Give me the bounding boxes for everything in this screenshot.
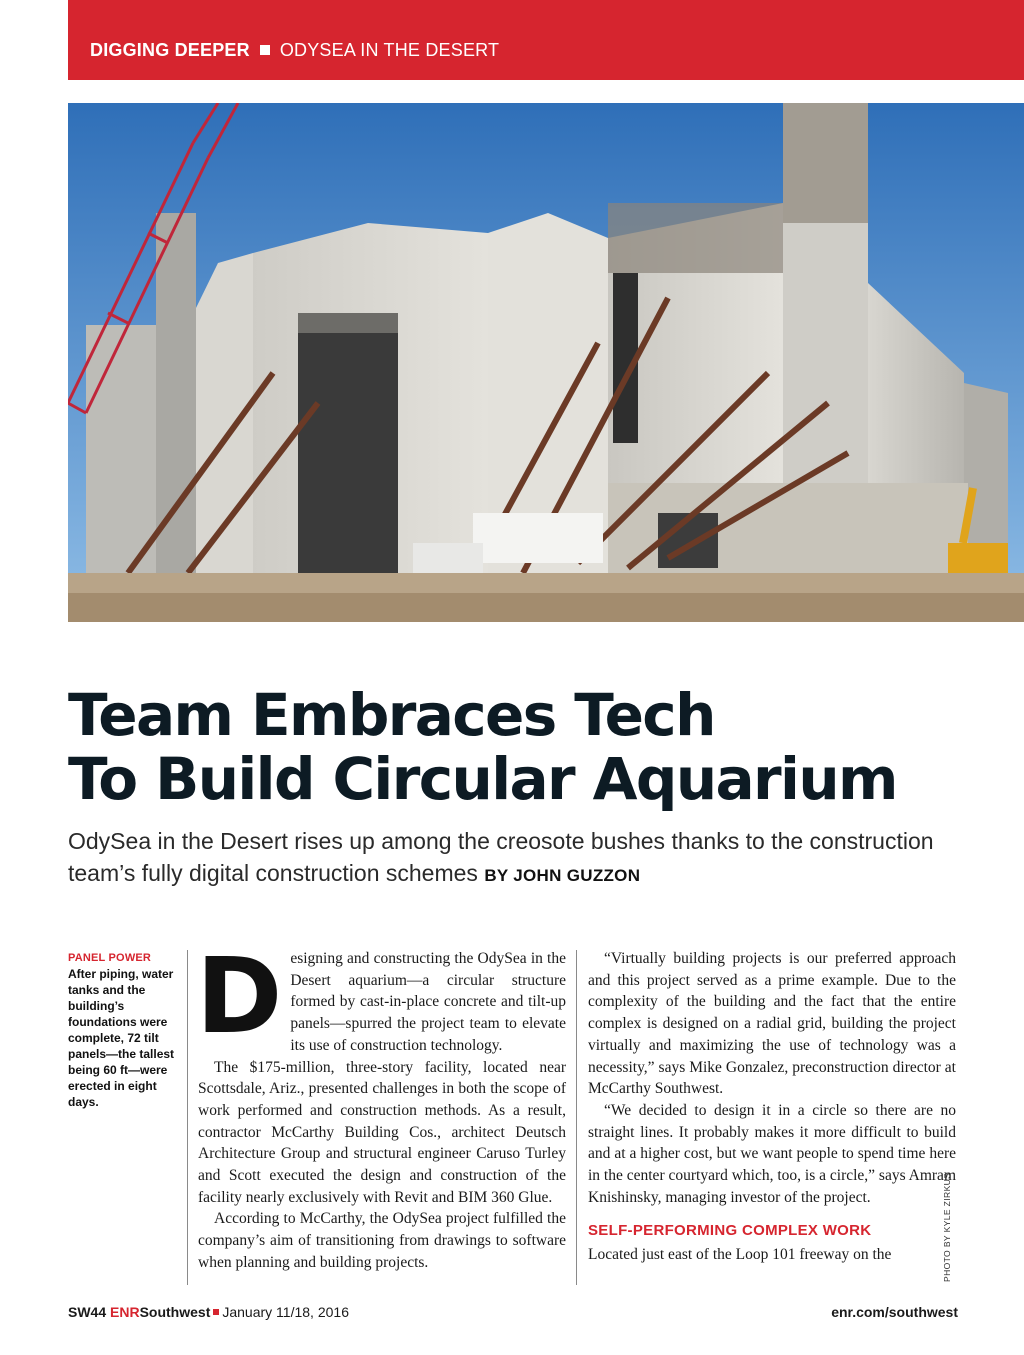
photo-credit: PHOTO BY KYLE ZIRKUS bbox=[942, 1172, 952, 1282]
paragraph-5: “We decided to design it in a circle so there are no straight lines. It probably makes it more difficult to build and at a higher cost, but we want people to spend time here in the center courtyard which, too, is a circle,” says Amram Knishinsky, managing investor of the project. bbox=[588, 1101, 956, 1206]
header-section-title: ODYSEA IN THE DESERT bbox=[279, 40, 500, 60]
body-column-1 bbox=[196, 935, 566, 1274]
paragraph-4: “Virtually building projects is our preferred approach and this project served as a prime example. Due to the complexity of the building and the fact that the entire complex is designed on a radial grid, building the project virtually and maximizing the use of technology was a necessity,” says Mike Gonzalez, preconstruction director at McCarthy Southwest. bbox=[588, 950, 956, 1098]
square-bullet-icon bbox=[213, 1309, 219, 1315]
deck-text: OdySea in the Desert rises up among the creosote bushes thanks to the construction team’s fully digital construction schemes bbox=[68, 828, 934, 886]
paragraph-3: According to McCarthy, the OdySea project fulfilled the company’s aim of transitioning from drawings to software when planning and building projects. bbox=[198, 1210, 566, 1271]
header-kicker: DIGGING DEEPER bbox=[90, 40, 250, 60]
brand-region: Southwest bbox=[139, 1304, 211, 1320]
body-column-2 bbox=[588, 948, 956, 1266]
footer-folio bbox=[68, 1304, 349, 1320]
issue-date: January 11/18, 2016 bbox=[222, 1304, 349, 1320]
footer-url[interactable]: enr.com/southwest bbox=[831, 1304, 958, 1320]
section-header-bar bbox=[68, 0, 1024, 80]
column-divider-left bbox=[187, 950, 188, 1285]
page-number: SW44 bbox=[68, 1304, 107, 1320]
headline-line-2: To Build Circular Aquarium bbox=[68, 745, 897, 813]
column-divider-right bbox=[576, 950, 577, 1285]
square-bullet-icon bbox=[260, 45, 270, 55]
intro-paragraph bbox=[196, 935, 566, 1057]
article-deck bbox=[68, 825, 968, 892]
paragraph-2: The $175-million, three-story facility, located near Scottsdale, Ariz., presented challenges in both the scope of work performed and construction methods. As a result, contractor McCarthy Building Cos., architect Deutsch Architecture Group and structural engineer Caruso Turley and Scott executed the design and construction of the facility nearly exclusively with Revit and BIM 360 Glue. bbox=[198, 1058, 566, 1206]
construction-photo bbox=[68, 103, 1024, 622]
subhead: SELF-PERFORMING COMPLEX WORK bbox=[588, 1222, 872, 1240]
brand-enr: ENR bbox=[110, 1304, 140, 1320]
section-header bbox=[90, 40, 499, 61]
caption-head: PANEL POWER bbox=[68, 952, 152, 964]
drop-cap: D bbox=[196, 935, 283, 1057]
page-footer bbox=[68, 1304, 958, 1324]
paragraph-6: Located just east of the Loop 101 freeway on the bbox=[588, 1246, 892, 1264]
article-headline bbox=[68, 683, 1008, 811]
paragraph-1: esigning and constructing the OdySea in the Desert aquarium—a circular structure formed by cast-in-place concrete and tilt-up panels—spurred the project team to elevate its use of construction technology. bbox=[290, 950, 566, 1054]
photo-caption bbox=[68, 950, 178, 1110]
caption-body: After piping, water tanks and the building’s foundations were complete, 72 tilt panels—the tallest being 60 ft—were erected in eight days. bbox=[68, 967, 175, 1109]
byline: BY JOHN GUZZON bbox=[484, 866, 641, 885]
headline-line-1: Team Embraces Tech bbox=[68, 681, 715, 749]
